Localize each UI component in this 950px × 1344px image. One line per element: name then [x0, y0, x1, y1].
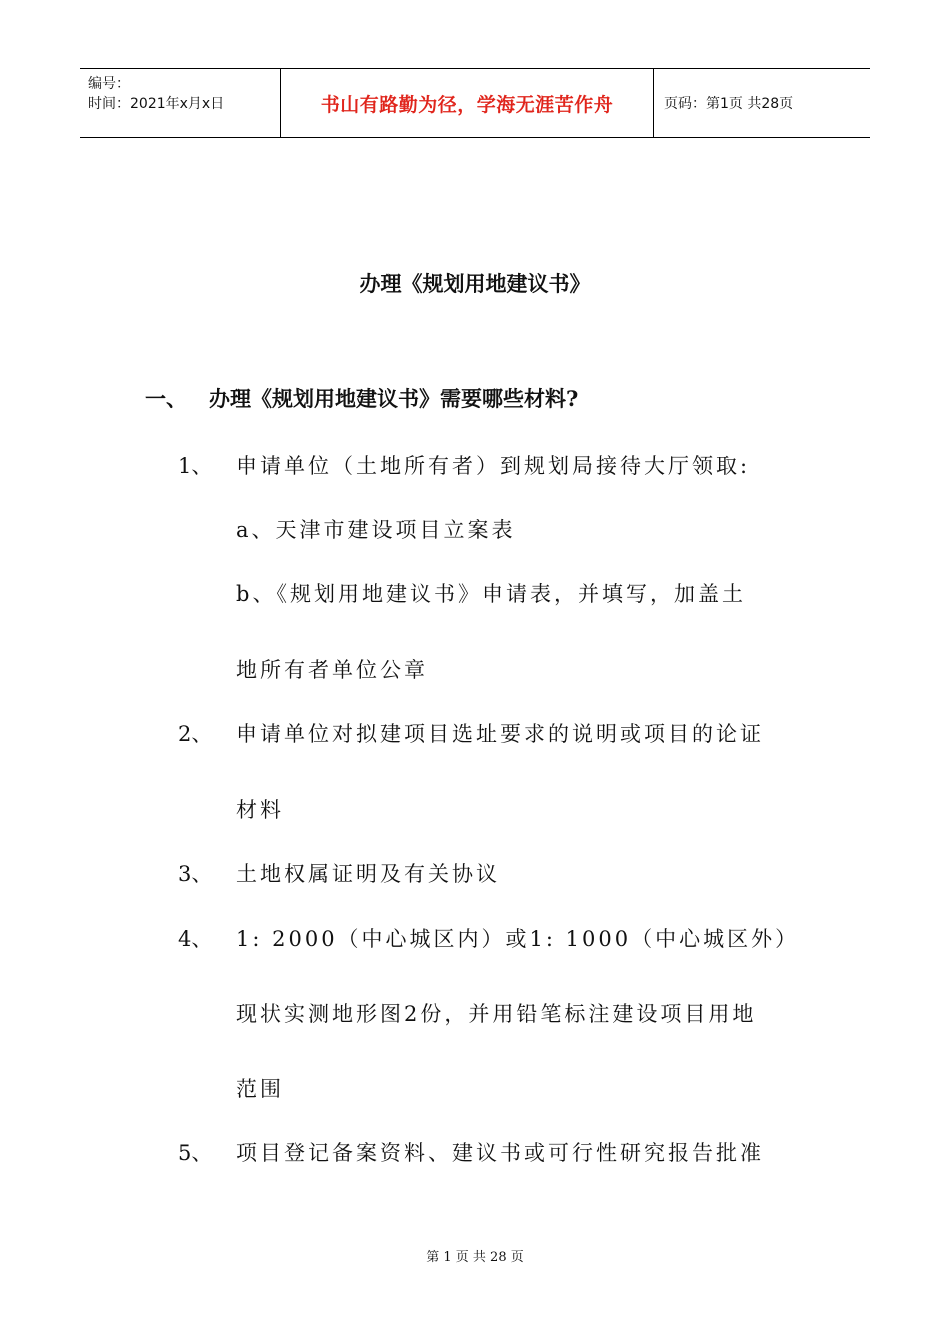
time-label: 时间：2021年x月x日 — [88, 96, 225, 112]
document-title: 办理《规划用地建议书》 — [359, 271, 591, 296]
item-number: 4、 — [178, 927, 213, 951]
section-heading-text: 办理《规划用地建议书》需要哪些材料? — [209, 386, 579, 411]
motto-text: 书山有路勤为径，学海无涯苦作舟 — [320, 93, 614, 116]
item-number: 1、 — [178, 454, 213, 478]
sub-item-line: b、《规划用地建议书》申请表，并填写，加盖土 — [236, 582, 746, 606]
item-line: 项目登记备案资料、建议书或可行性研究报告批准 — [236, 1141, 764, 1165]
item-number: 3、 — [178, 862, 213, 886]
item-line: 范围 — [236, 1077, 284, 1101]
item-line: 申请单位对拟建项目选址要求的说明或项目的论证 — [236, 722, 764, 746]
section-heading-number: 一、 — [145, 386, 187, 411]
item-line: 现状实测地形图2份，并用铅笔标注建设项目用地 — [236, 1002, 757, 1026]
section-heading — [145, 383, 578, 413]
sub-item-line: a、天津市建设项目立案表 — [236, 518, 516, 542]
item-line: 申请单位（土地所有者）到规划局接待大厅领取: — [236, 454, 751, 478]
motto-cell — [281, 69, 654, 137]
page-footer: 第 1 页 共 28 页 — [426, 1250, 524, 1265]
header-table — [80, 68, 870, 138]
item-number: 5、 — [178, 1141, 213, 1165]
item-line: 1: 2000（中心城区内）或1: 1000（中心城区外） — [236, 927, 800, 951]
item-number: 2、 — [178, 722, 213, 746]
sub-item-line: 地所有者单位公章 — [236, 658, 428, 682]
item-line: 土地权属证明及有关协议 — [236, 862, 500, 886]
page-info-text: 页码：第1页 共28页 — [664, 96, 794, 112]
item-line: 材料 — [236, 798, 284, 822]
number-label: 编号： — [88, 76, 130, 92]
page-info-cell — [654, 69, 870, 137]
header-meta-cell — [80, 69, 281, 137]
